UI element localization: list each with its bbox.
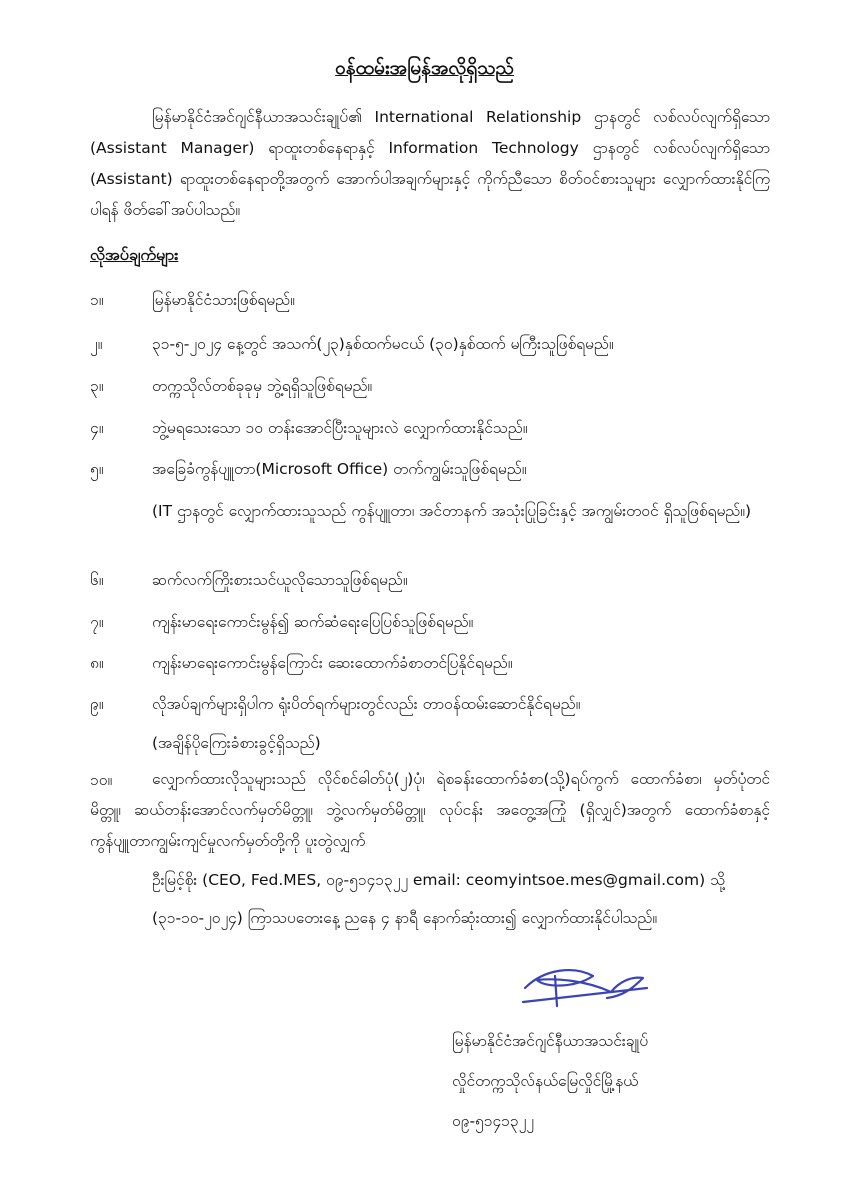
signature-image [515,958,655,1018]
item-text: အခြေခံကွန်ပျူတာ(Microsoft Office) တက်ကျွမ်းသူဖြစ်ရမည်။ [152,460,527,478]
item-number: ၆။ [90,571,104,589]
item-text: ဆက်လက်ကြိုးစားသင်ယူလိုသောသူဖြစ်ရမည်။ [152,571,408,589]
item-text: ကျန်းမာရေးကောင်းမွန်ကြောင်း ဆေးထောက်ခံစာတင်ပြနိုင်ရမည်။ [152,654,513,672]
list-item [90,418,770,441]
signature-phone: ၀၉-၅၁၄၁၃၂၂ [452,1112,534,1130]
list-item [90,570,770,593]
item-text: ဘွဲ့မရသေးသော ၁၀ တန်းအောင်ပြီးသူများလဲ လျှောက်ထားနိုင်သည်။ [152,419,528,437]
item-number: ၁။ [90,291,104,309]
item-number: ၂။ [90,335,103,353]
list-item [90,694,770,717]
page-title: ဝန်ထမ်းအမြန်အလိုရှိသည် [335,57,514,79]
item-text: လိုအပ်ချက်များရှိပါက ရုံးပိတ်ရက်များတွင်လည်း တာဝန်ထမ်းဆောင်နိုင်ရမည်။ [152,695,581,713]
list-item [90,612,770,635]
requirements-heading: လိုအပ်ချက်များ [90,245,179,264]
signature-address: လှိုင်တက္ကသိုလ်နယ်မြေလှိုင်မြို့နယ် [452,1072,639,1090]
contact-line: ဦးမြင့်စိုး (CEO, Fed.MES, ၀၉-၅၁၄၁၃၂၂ email: ceomyintsoe.mes@gmail.com) သို့ [152,871,726,889]
overtime-note: (အချိန်ပိုကြေးခံစားခွင့်ရှိသည်) [152,734,321,752]
item-number: ၈။ [90,654,104,672]
item-number: ၁၀။ [90,771,113,789]
list-item [90,653,770,676]
list-item [90,376,770,399]
item-number: ၃။ [90,377,104,395]
list-item [90,334,770,357]
intro-paragraph: မြန်မာနိုင်ငံအင်ဂျင်နီယာအသင်းချုပ်၏ International Relationship ဌာနတွင် လစ်လပ်လျက်ရှိသော (Assistant Manager) ရာထူးတစ်နေရာနှင့် Information Technology ဌာနတွင် လစ်လပ်လျက်ရှိသော (Assistant) ရာထူးတစ်နေရာတို့အတွက် အောက်ပါအချက်များနှင့် ကိုက်ညီသော စိတ်ဝင်စားသူများ လျှောက်ထားနိုင်ကြပါရန် ဖိတ်ခေါ်အပ်ပါသည်။ [90,108,770,219]
list-item [90,290,770,313]
item-text: မြန်မာနိုင်ငံသားဖြစ်ရမည်။ [152,291,295,309]
item-text: တက္ကသိုလ်တစ်ခုခုမှ ဘွဲ့ရရှိသူဖြစ်ရမည်။ [152,377,373,395]
item-number: ၇။ [90,613,104,631]
deadline-line: (၃၁-၁၀-၂၀၂၄) ကြာသပတေးနေ့ ညနေ ၄ နာရီ နောက်ဆုံးထား၍ လျှောက်ထားနိုင်ပါသည်။ [152,909,658,927]
item-number: ၉။ [90,695,104,713]
item-text: ကျန်းမာရေးကောင်းမွန်၍ ဆက်ဆံရေးပြေပြစ်သူဖြစ်ရမည်။ [152,613,474,631]
it-note: (IT ဌာနတွင် လျှောက်ထားသူသည် ကွန်ပျူတာ၊ အင်တာနက် အသုံးပြုခြင်းနှင့် အကျွမ်းတဝင် ရှိသူဖြစ်ရမည်။) [152,502,752,520]
item-number: ၄။ [90,419,104,437]
item-10-text: လျှောက်ထားလိုသူများသည် လိုင်စင်ဓါတ်ပုံ(၂)ပုံ၊ ရဲစခန်းထောက်ခံစာ(သို့)ရပ်ကွက် ထောက်ခံစာ၊ မှတ်ပုံတင်မိတ္တူ၊ ဆယ်တန်းအောင်လက်မှတ်မိတ္တူ၊ ဘွဲ့လက်မှတ်မိတ္တူ၊ လုပ်ငန်း အတွေ့အကြုံ (ရှိလျှင်)အတွက် ထောက်ခံစာနှင့် ကွန်ပျူတာကျွမ်းကျင်မှုလက်မှတ်တို့ကို ပူးတွဲလျှက် [90,770,770,850]
list-item [90,459,770,482]
item-number: ၅။ [90,460,104,478]
signature-org: မြန်မာနိုင်ငံအင်ဂျင်နီယာအသင်းချုပ် [452,1032,649,1050]
item-text: ၃၁-၅-၂၀၂၄ နေ့တွင် အသက်(၂၃)နှစ်ထက်မငယ် (၃၀)နှစ်ထက် မကြီးသူဖြစ်ရမည်။ [152,335,614,353]
signature-stroke [523,970,647,1006]
